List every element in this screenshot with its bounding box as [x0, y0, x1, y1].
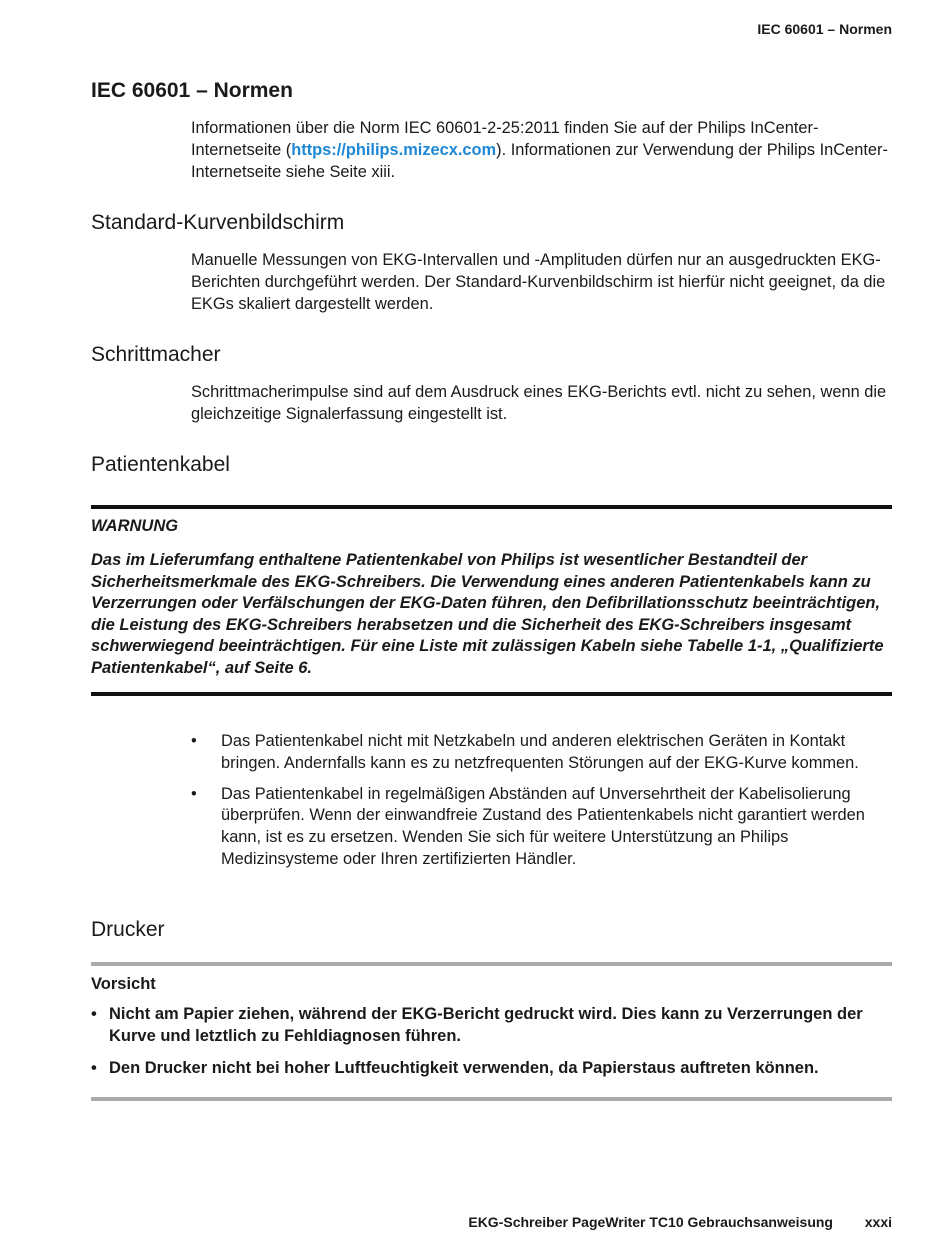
- paragraph-pacemaker: Schrittmacherimpulse sind auf dem Ausdruck eines EKG-Berichts evtl. nicht zu sehen, wenn die gleichzeitige Signalerfassung eingestellt ist.: [191, 383, 887, 423]
- paragraph-iec: [191, 118, 896, 183]
- bullet-icon: •: [191, 732, 197, 750]
- bullet-icon: •: [91, 1058, 97, 1077]
- list-item: [91, 1058, 892, 1080]
- list-item: [191, 731, 896, 775]
- warning-box: [91, 505, 892, 696]
- philips-incenter-link[interactable]: https://philips.mizecx.com: [291, 140, 497, 159]
- patient-cable-bullet-list: [191, 731, 896, 871]
- footer-manual-title: EKG-Schreiber PageWriter TC10 Gebrauchsanweisung: [468, 1214, 833, 1230]
- footer-page-number: xxxi: [864, 1214, 892, 1230]
- list-item-text: Den Drucker nicht bei hoher Luftfeuchtigkeit verwenden, da Papierstaus auftreten können.: [109, 1058, 819, 1077]
- list-item-text: Das Patientenkabel nicht mit Netzkabeln und anderen elektrischen Geräten in Kontakt bringen. Andernfalls kann es zu netzfrequenten Störungen auf der EKG-Kurve kommen.: [221, 732, 859, 772]
- list-item: [191, 784, 896, 871]
- bullet-icon: •: [91, 1005, 97, 1023]
- list-item: [91, 1004, 892, 1048]
- list-item-text: Das Patientenkabel in regelmäßigen Abständen auf Unversehrtheit der Kabelisolierung überprüfen. Wenn der einwandfreie Zustand des Patientenkabels nicht garantiert werden kann, ist es zu ersetzen. Wenden Sie sich für weitere Unterstützung an Philips Medizinsysteme oder Ihren zertifizierten Händler.: [221, 784, 865, 868]
- list-item-text: Nicht am Papier ziehen, während der EKG-Bericht gedruckt wird. Dies kann zu Verzerrungen der Kurve und letztlich zu Fehldiagnosen führen.: [109, 1005, 863, 1045]
- section-heading-standard-screen: Standard-Kurvenbildschirm: [91, 211, 345, 234]
- warning-title: WARNUNG: [91, 517, 179, 535]
- section-heading-iec: IEC 60601 – Normen: [91, 79, 293, 102]
- section-heading-pacemaker: Schrittmacher: [91, 343, 221, 366]
- paragraph-iec-text-after: ). Informationen zur Verwendung der Philips InCenter-Internetseite siehe Seite xiii.: [191, 140, 888, 181]
- section-heading-printer: Drucker: [91, 918, 165, 941]
- paragraph-iec-text-before: Informationen über die Norm IEC 60601-2-25:2011 finden Sie auf der Philips InCenter-Internetseite (: [191, 119, 819, 159]
- warning-text: Das im Lieferumfang enthaltene Patientenkabel von Philips ist wesentlicher Bestandteil der Sicherheitsmerkmale des EKG-Schreibers. Die Verwendung eines anderen Patientenkabels kann zu Verzerrungen oder Verfälschungen der EKG-Daten führen, den Defibrillationsschutz beeinträchtigen, die Leistung des EKG-Schreibers herabsetzen und die Sicherheit des EKG-Schreibers insgesamt schwerwiegend beeinträchtigen. Für eine Liste mit zulässigen Kabeln siehe Tabelle 1-1, „Qualifizierte Patientenkabel“, auf Seite 6.: [91, 551, 884, 677]
- paragraph-standard-screen: Manuelle Messungen von EKG-Intervallen und -Amplituden dürfen nur an ausgedruckten EKG-Berichten durchgeführt werden. Der Standard-Kurvenbildschirm ist hierfür nicht geeignet, da die EKGs skaliert dargestellt werden.: [191, 251, 886, 313]
- caution-box: [91, 962, 892, 1101]
- caution-list: [91, 1004, 892, 1079]
- running-header: IEC 60601 – Normen: [757, 21, 892, 37]
- caution-title: Vorsicht: [91, 975, 156, 993]
- section-heading-patient-cable: Patientenkabel: [91, 453, 230, 476]
- bullet-icon: •: [191, 784, 197, 803]
